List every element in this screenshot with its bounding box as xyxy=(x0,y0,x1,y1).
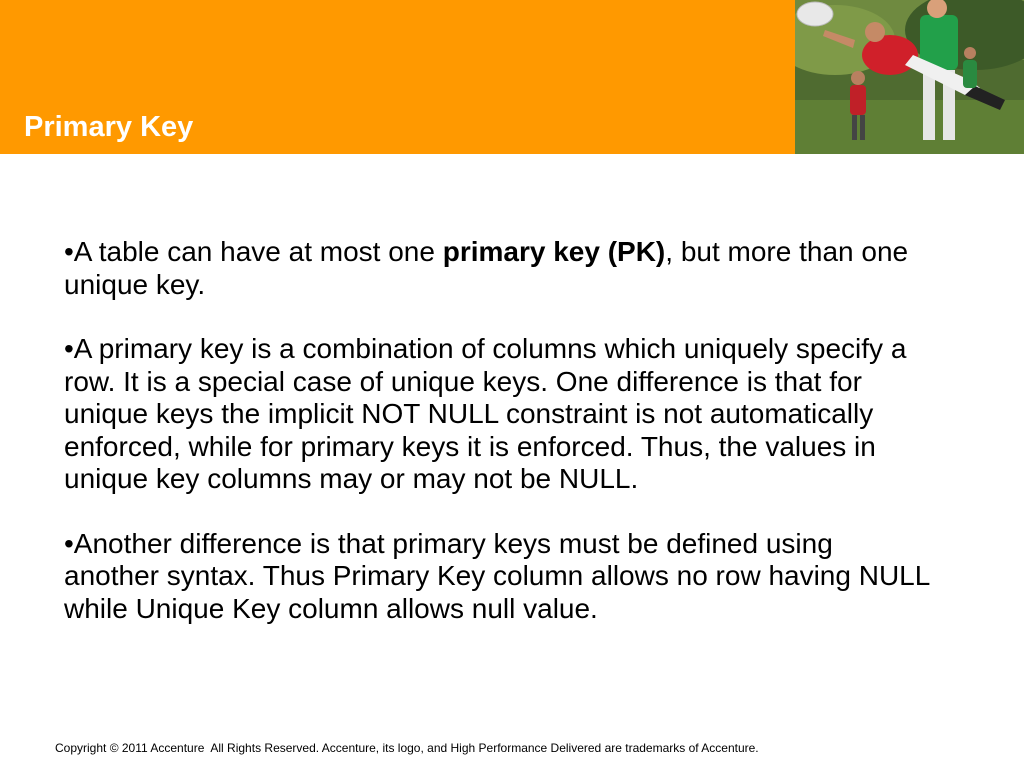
ultimate-frisbee-photo xyxy=(795,0,1024,154)
slide-body xyxy=(64,236,934,657)
bullet-1 xyxy=(64,236,934,301)
bullet-1-bold-term: primary key (PK) xyxy=(442,236,666,267)
bullet-2: •A primary key is a combination of columns which uniquely specify a row. It is a special case of unique keys. One difference is that for unique keys the implicit NOT NULL constraint is not automatically enforced, while for primary keys it is enforced. Thus, the values in unique key columns may or may not be NULL. xyxy=(64,333,907,494)
header-photo xyxy=(795,0,1024,154)
slide-title: Primary Key xyxy=(24,111,194,143)
copyright-footer: Copyright © 2011 Accenture All Rights Reserved. Accenture, its logo, and High Performance Delivered are trademarks of Accenture. xyxy=(55,741,759,755)
bullet-3: •Another difference is that primary keys must be defined using another syntax. Thus Primary Key column allows no row having NULL while Unique Key column allows null value. xyxy=(64,527,930,624)
bullet-1-text: •A table can have at most one xyxy=(64,236,443,267)
header-band xyxy=(0,0,795,154)
bullet-1-text-end: , but more than one unique key. xyxy=(64,236,909,300)
